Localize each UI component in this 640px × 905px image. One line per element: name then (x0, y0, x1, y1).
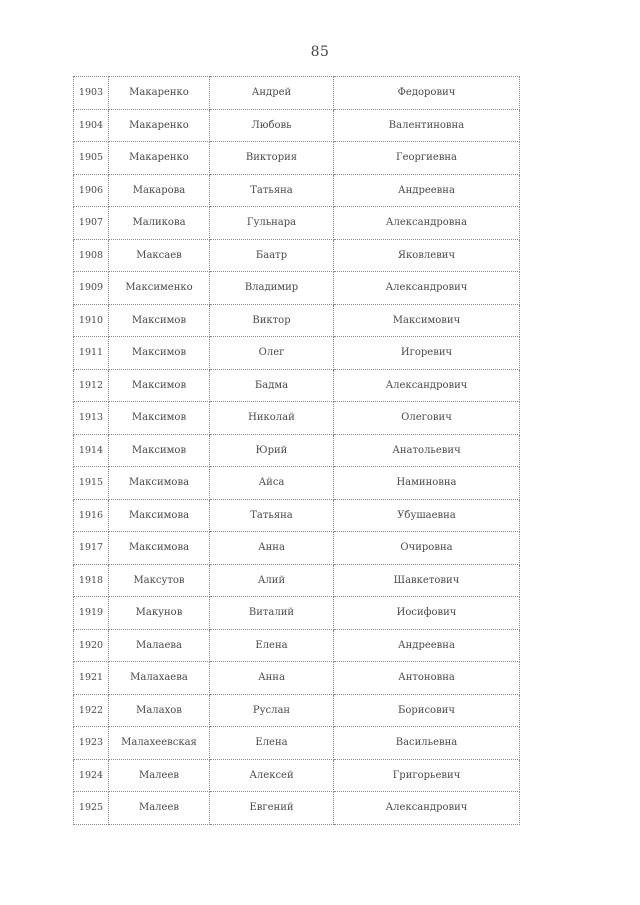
first-name-cell: Виктория (210, 142, 334, 175)
patronymic-cell: Александровна (334, 207, 520, 240)
patronymic-cell: Яковлевич (334, 239, 520, 272)
register-table (73, 76, 520, 825)
table-row (74, 662, 520, 695)
table-row (74, 759, 520, 792)
surname-cell: Малеев (109, 792, 210, 825)
row-number: 1921 (74, 662, 109, 695)
surname-cell: Максимов (109, 304, 210, 337)
row-number: 1914 (74, 434, 109, 467)
patronymic-cell: Григорьевич (334, 759, 520, 792)
first-name-cell: Айса (210, 467, 334, 500)
patronymic-cell: Наминовна (334, 467, 520, 500)
first-name-cell: Андрей (210, 77, 334, 110)
surname-cell: Макаренко (109, 142, 210, 175)
first-name-cell: Елена (210, 629, 334, 662)
row-number: 1912 (74, 369, 109, 402)
table-row (74, 564, 520, 597)
surname-cell: Максимов (109, 434, 210, 467)
first-name-cell: Алексей (210, 759, 334, 792)
surname-cell: Малахов (109, 694, 210, 727)
surname-cell: Максимова (109, 532, 210, 565)
row-number: 1903 (74, 77, 109, 110)
patronymic-cell: Антоновна (334, 662, 520, 695)
surname-cell: Макарова (109, 174, 210, 207)
surname-cell: Макунов (109, 597, 210, 630)
surname-cell: Малахеевская (109, 727, 210, 760)
table-row (74, 629, 520, 662)
surname-cell: Максимов (109, 337, 210, 370)
first-name-cell: Виктор (210, 304, 334, 337)
table-row (74, 499, 520, 532)
surname-cell: Малахаева (109, 662, 210, 695)
row-number: 1911 (74, 337, 109, 370)
first-name-cell: Анна (210, 532, 334, 565)
surname-cell: Малеев (109, 759, 210, 792)
first-name-cell: Бадма (210, 369, 334, 402)
table-row (74, 304, 520, 337)
row-number: 1917 (74, 532, 109, 565)
row-number: 1916 (74, 499, 109, 532)
surname-cell: Максимова (109, 467, 210, 500)
first-name-cell: Владимир (210, 272, 334, 305)
patronymic-cell: Валентиновна (334, 109, 520, 142)
first-name-cell: Татьяна (210, 174, 334, 207)
first-name-cell: Алий (210, 564, 334, 597)
table-row (74, 402, 520, 435)
row-number: 1920 (74, 629, 109, 662)
table-row (74, 272, 520, 305)
first-name-cell: Баатр (210, 239, 334, 272)
page-number: 85 (310, 44, 330, 60)
first-name-cell: Виталий (210, 597, 334, 630)
patronymic-cell: Максимович (334, 304, 520, 337)
table-row (74, 207, 520, 240)
table-row (74, 694, 520, 727)
row-number: 1906 (74, 174, 109, 207)
surname-cell: Максимов (109, 369, 210, 402)
table-row (74, 532, 520, 565)
row-number: 1913 (74, 402, 109, 435)
table-row (74, 597, 520, 630)
row-number: 1905 (74, 142, 109, 175)
patronymic-cell: Александрович (334, 792, 520, 825)
surname-cell: Максимова (109, 499, 210, 532)
patronymic-cell: Федорович (334, 77, 520, 110)
table-row (74, 467, 520, 500)
patronymic-cell: Андреевна (334, 629, 520, 662)
row-number: 1908 (74, 239, 109, 272)
first-name-cell: Елена (210, 727, 334, 760)
table-row (74, 142, 520, 175)
patronymic-cell: Олегович (334, 402, 520, 435)
patronymic-cell: Георгиевна (334, 142, 520, 175)
table-row (74, 239, 520, 272)
surname-cell: Маликова (109, 207, 210, 240)
surname-cell: Максимов (109, 402, 210, 435)
patronymic-cell: Шавкетович (334, 564, 520, 597)
first-name-cell: Евгений (210, 792, 334, 825)
row-number: 1922 (74, 694, 109, 727)
patronymic-cell: Иосифович (334, 597, 520, 630)
patronymic-cell: Анатольевич (334, 434, 520, 467)
row-number: 1918 (74, 564, 109, 597)
patronymic-cell: Очировна (334, 532, 520, 565)
table-row (74, 77, 520, 110)
surname-cell: Макаренко (109, 109, 210, 142)
table-row (74, 434, 520, 467)
table-row (74, 727, 520, 760)
row-number: 1907 (74, 207, 109, 240)
row-number: 1924 (74, 759, 109, 792)
surname-cell: Макаренко (109, 77, 210, 110)
surname-cell: Малаева (109, 629, 210, 662)
table-row (74, 109, 520, 142)
row-number: 1910 (74, 304, 109, 337)
patronymic-cell: Убушаевна (334, 499, 520, 532)
surname-cell: Максаев (109, 239, 210, 272)
patronymic-cell: Александрович (334, 369, 520, 402)
first-name-cell: Олег (210, 337, 334, 370)
patronymic-cell: Борисович (334, 694, 520, 727)
table-row (74, 337, 520, 370)
surname-cell: Максименко (109, 272, 210, 305)
surname-cell: Максутов (109, 564, 210, 597)
table-row (74, 174, 520, 207)
row-number: 1925 (74, 792, 109, 825)
row-number: 1923 (74, 727, 109, 760)
row-number: 1919 (74, 597, 109, 630)
row-number: 1909 (74, 272, 109, 305)
patronymic-cell: Андреевна (334, 174, 520, 207)
row-number: 1904 (74, 109, 109, 142)
first-name-cell: Татьяна (210, 499, 334, 532)
register-table-body (74, 77, 520, 825)
patronymic-cell: Игоревич (334, 337, 520, 370)
row-number: 1915 (74, 467, 109, 500)
first-name-cell: Любовь (210, 109, 334, 142)
patronymic-cell: Васильевна (334, 727, 520, 760)
table-row (74, 792, 520, 825)
first-name-cell: Руслан (210, 694, 334, 727)
first-name-cell: Николай (210, 402, 334, 435)
patronymic-cell: Александрович (334, 272, 520, 305)
first-name-cell: Юрий (210, 434, 334, 467)
first-name-cell: Анна (210, 662, 334, 695)
table-row (74, 369, 520, 402)
first-name-cell: Гульнара (210, 207, 334, 240)
